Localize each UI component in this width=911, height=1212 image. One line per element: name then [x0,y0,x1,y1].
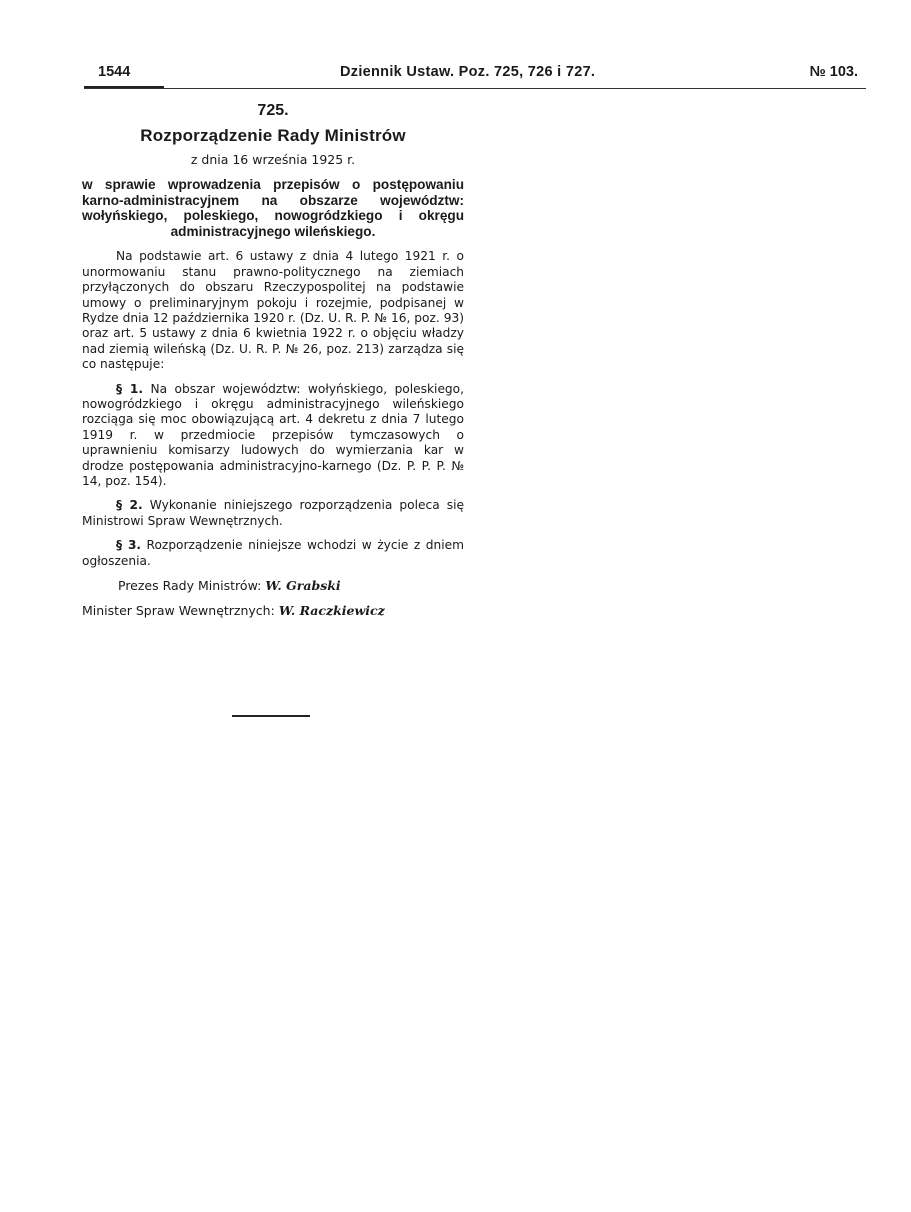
signature-name: W. Raczkiewicz [278,603,385,619]
paragraph-2 [82,498,464,529]
issue-number: № 103. [809,64,858,80]
signature-interior-minister [82,603,464,618]
page-number: 1544 [98,64,131,80]
journal-title: Dziennik Ustaw. Poz. 725, 726 i 727. [340,64,596,80]
header-rule [84,88,866,89]
document-subject: w sprawie wprowadzenia przepisów o postępowaniu karno-administracyjnem na obszarze województw: wołyńskiego, poleskiego, nowogródzkiego i okręgu administracyjnego wileńskiego. [82,177,464,239]
signature-name: W. Grabski [265,578,341,594]
page-header [84,64,866,84]
preamble: Na podstawie art. 6 ustawy z dnia 4 lutego 1921 r. o unormowaniu stanu prawno-politycznego na ziemiach przyłączonych do obszaru Rzeczypospolitej na podstawie umowy o preliminaryjnym pokoju i rozejmie, podpisanej w Rydze dnia 12 października 1920 r. (Dz. U. R. P. № 16, poz. 93) oraz art. 5 ustawy z dnia 6 kwietnia 1922 r. o objęciu władzy nad ziemią wileńską (Dz. U. R. P. № 26, poz. 213) zarządza się co następuje: [82,249,464,372]
document-title: Rozporządzenie Rady Ministrów [140,126,406,145]
paragraph-text: Wykonanie niniejszego rozporządzenia poleca się Ministrowi Spraw Wewnętrznych. [82,498,465,528]
paragraph-3 [82,538,464,569]
paragraph-text: Na obszar województw: wołyńskiego, poleskiego, nowogródzkiego i okręgu administracyjnego wileńskiego rozciąga się moc obowiązującą art. 4 dekretu z dnia 7 lutego 1919 r. w przedmiocie przepisów tymczasowych o uprawnieniu komisarzy ludowych do wymierzania kar w drodze postępowania administracyjno-karnego (Dz. P. P. P. № 14, poz. 154). [82,381,465,489]
document-date: z dnia 16 września 1925 r. [190,152,356,167]
position-number: 725. [257,102,289,119]
paragraph-text: Rozporządzenie niniejsze wchodzi w życie z dniem ogłoszenia. [82,538,465,568]
paragraph-label: § 2. [116,498,143,513]
paragraph-1 [82,382,464,490]
paragraph-label: § 3. [116,538,142,553]
text-column [82,100,464,628]
paragraph-label: § 1. [116,381,144,396]
signature-role: Minister Spraw Wewnętrznych: [82,603,275,619]
signature-prime-minister [82,578,464,593]
end-rule [232,715,310,717]
signature-role: Prezes Rady Ministrów: [118,578,262,594]
